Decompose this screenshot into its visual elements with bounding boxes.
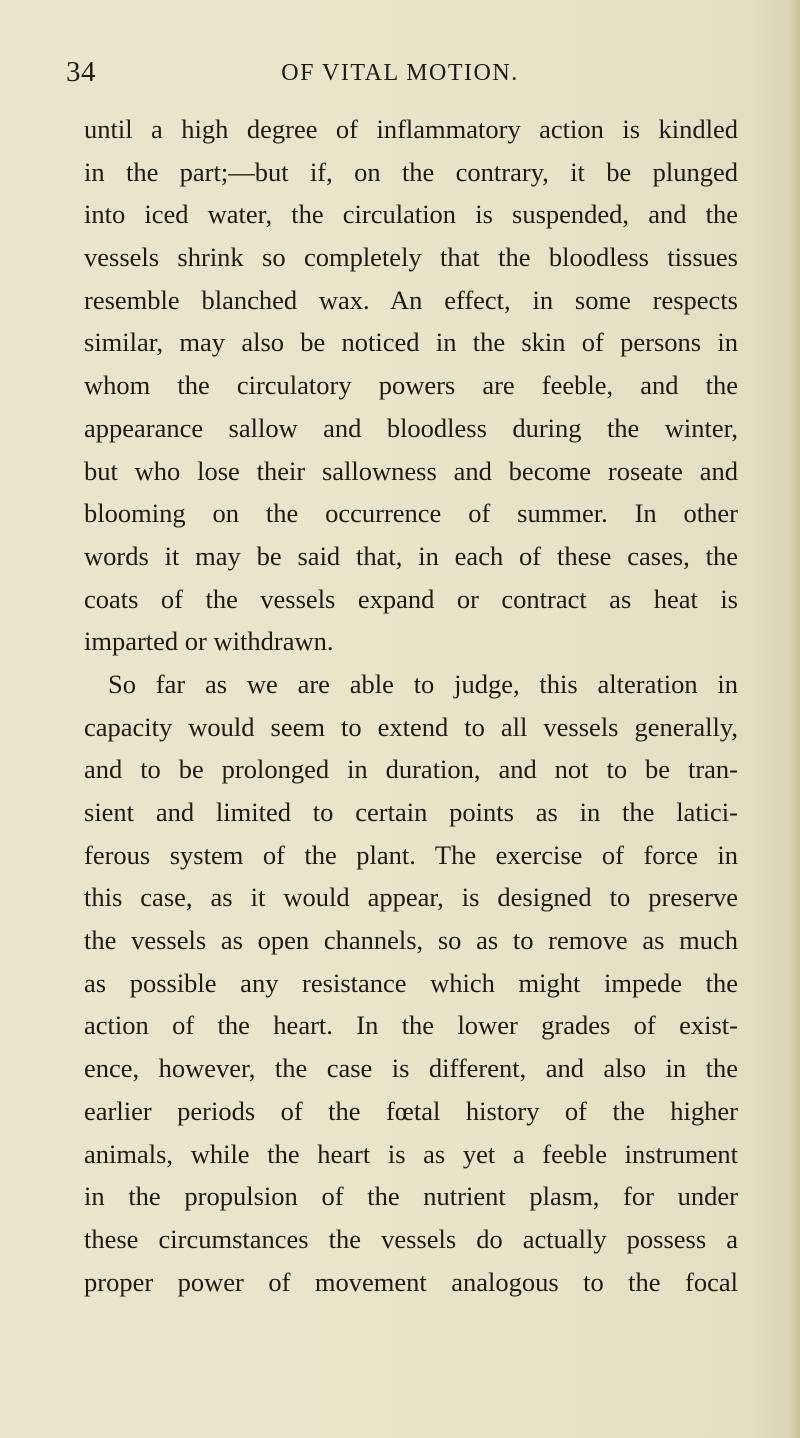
text-line: sient and limited to certain points as in the latici- xyxy=(84,797,738,827)
page-number: 34 xyxy=(66,56,96,88)
text-line: whom the circulatory powers are feeble, and the xyxy=(84,370,738,401)
paragraph-end-line: imparted or withdrawn. xyxy=(84,626,334,657)
text-line: appearance sallow and bloodless during the winter, xyxy=(84,412,738,443)
text-line: ferous system of the plant. The exercise of force in xyxy=(84,839,738,870)
body-text xyxy=(84,108,738,1303)
text-line: resemble blanched wax. An effect, in some respects xyxy=(84,284,738,315)
text-line: vessels shrink so completely that the bloodless tissues xyxy=(84,242,738,273)
text-line: ence, however, the case is different, and also in the xyxy=(84,1053,738,1084)
text-line: the vessels as open channels, so as to remove as much xyxy=(84,925,738,956)
page-edge-shadow xyxy=(790,0,800,1438)
text-line: proper power of movement analogous to the focal xyxy=(84,1266,738,1297)
text-line: coats of the vessels expand or contract as heat is xyxy=(84,583,738,614)
running-title: OF VITAL MOTION. xyxy=(281,60,519,86)
text-line: blooming on the occurrence of summer. In other xyxy=(84,498,738,529)
text-line: action of the heart. In the lower grades of exist- xyxy=(84,1010,738,1041)
text-line: in the part;—but if, on the contrary, it be plunged xyxy=(84,156,738,187)
text-line: these circumstances the vessels do actually possess a xyxy=(84,1223,738,1254)
text-line: similar, may also be noticed in the skin of persons in xyxy=(84,327,738,358)
text-line: into iced water, the circulation is suspended, and the xyxy=(84,199,738,230)
text-line: and to be prolonged in duration, and not to be tran- xyxy=(84,754,738,785)
paragraph-start-line: So far as we are able to judge, this alteration in xyxy=(108,668,738,699)
text-line: in the propulsion of the nutrient plasm, for under xyxy=(84,1181,738,1212)
text-line: as possible any resistance which might impede the xyxy=(84,967,738,998)
text-line: until a high degree of inflammatory action is kindled xyxy=(84,114,738,144)
text-line: animals, while the heart is as yet a feeble instrument xyxy=(84,1138,738,1169)
text-line: capacity would seem to extend to all vessels generally, xyxy=(84,711,738,742)
text-line: earlier periods of the fœtal history of the higher xyxy=(84,1095,738,1126)
text-line: but who lose their sallowness and become roseate and xyxy=(84,455,738,486)
text-line: words it may be said that, in each of these cases, the xyxy=(84,540,738,571)
text-line: this case, as it would appear, is designed to preserve xyxy=(84,882,738,913)
